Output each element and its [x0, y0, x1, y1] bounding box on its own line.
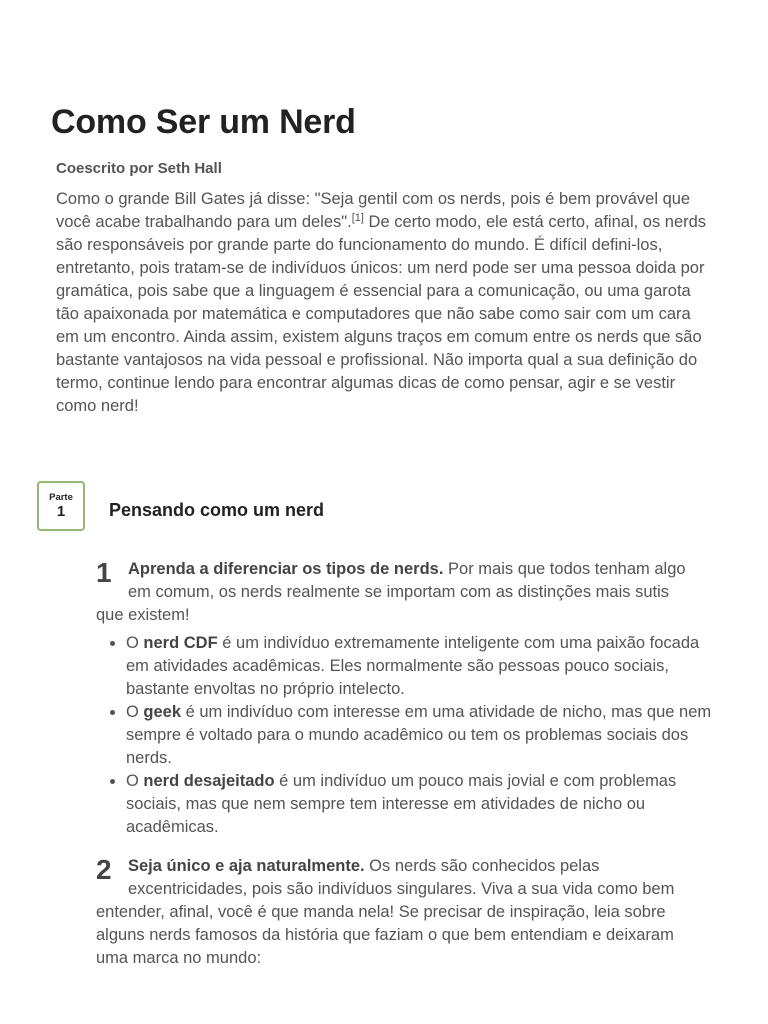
list-item-term: nerd desajeitado [143, 772, 275, 790]
step-summary: Seja único e aja naturalmente. [128, 857, 365, 875]
list-item [126, 632, 726, 701]
article-byline[interactable]: Coescrito por Seth Hall [56, 160, 222, 177]
list-item-text: é um indivíduo com interesse em uma atividade de nicho, mas que nem sempre é voltado para o mundo acadêmico ou tem os problemas sociais dos nerds. [126, 703, 712, 767]
list-item-term: geek [143, 703, 182, 721]
nerd-types-list [96, 632, 726, 839]
list-item-text: é um indivíduo um pouco mais jovial e com problemas sociais, mas que nem sempre tem interesse em atividades de nicho ou acadêmicas. [126, 772, 677, 836]
part-label: Parte [49, 492, 73, 503]
intro-text-start: Como o grande Bill Gates já disse: "Seja gentil com os nerds, pois é bem provável que você acabe trabalhando para um deles". [56, 190, 691, 231]
list-item [126, 770, 726, 839]
article-intro [56, 188, 712, 418]
step-1 [96, 558, 696, 627]
list-item-prefix: O [126, 772, 144, 790]
list-item-text: é um indivíduo extremamente inteligente com uma paixão focada em atividades acadêmicas. Eles normalmente são pessoas pouco sociais, bastante envoltas no próprio intelecto. [126, 634, 700, 698]
reference-link[interactable]: [1] [351, 212, 364, 224]
part-title: Pensando como um nerd [109, 500, 325, 520]
article-title: Como Ser um Nerd [51, 103, 356, 141]
step-2 [96, 855, 696, 970]
intro-text-end: De certo modo, ele está certo, afinal, os nerds são responsáveis por grande parte do funcionamento do mundo. É difícil defini-los, entretanto, pois tratam-se de indivíduos únicos: um nerd pode ser uma pessoa doida por gramática, pois sabe que a linguagem é essencial para a comunicação, ou uma garota tão apaixonada por matemática e computadores que não sabe como sair com um cara em um encontro. Ainda assim, existem alguns traços em comum entre os nerds que são bastante vantajosos na vida pessoal e profissional. Não importa qual a sua definição do termo, continue lendo para encontrar algumas dicas de como pensar, agir e se vestir como nerd! [56, 213, 707, 415]
list-item-prefix: O [126, 703, 144, 721]
step-text: Por mais que todos tenham algo em comum, os nerds realmente se importam com as distinções mais sutis que existem! [96, 560, 686, 624]
step-summary: Aprenda a diferenciar os tipos de nerds. [128, 560, 444, 578]
list-item-prefix: O [126, 634, 144, 652]
step-text: Os nerds são conhecidos pelas excentricidades, pois são indivíduos singulares. Viva a sua vida como bem entender, afinal, você é que manda nela! Se precisar de inspiração, leia sobre alguns nerds famosos da história que faziam o que bem entendiam e deixaram uma marca no mundo: [96, 857, 675, 967]
list-item-term: nerd CDF [143, 634, 218, 652]
step-number: 2 [96, 854, 112, 885]
list-item [126, 701, 726, 770]
part-number: 1 [56, 503, 66, 520]
step-number: 1 [96, 557, 112, 588]
part-badge [37, 481, 85, 531]
